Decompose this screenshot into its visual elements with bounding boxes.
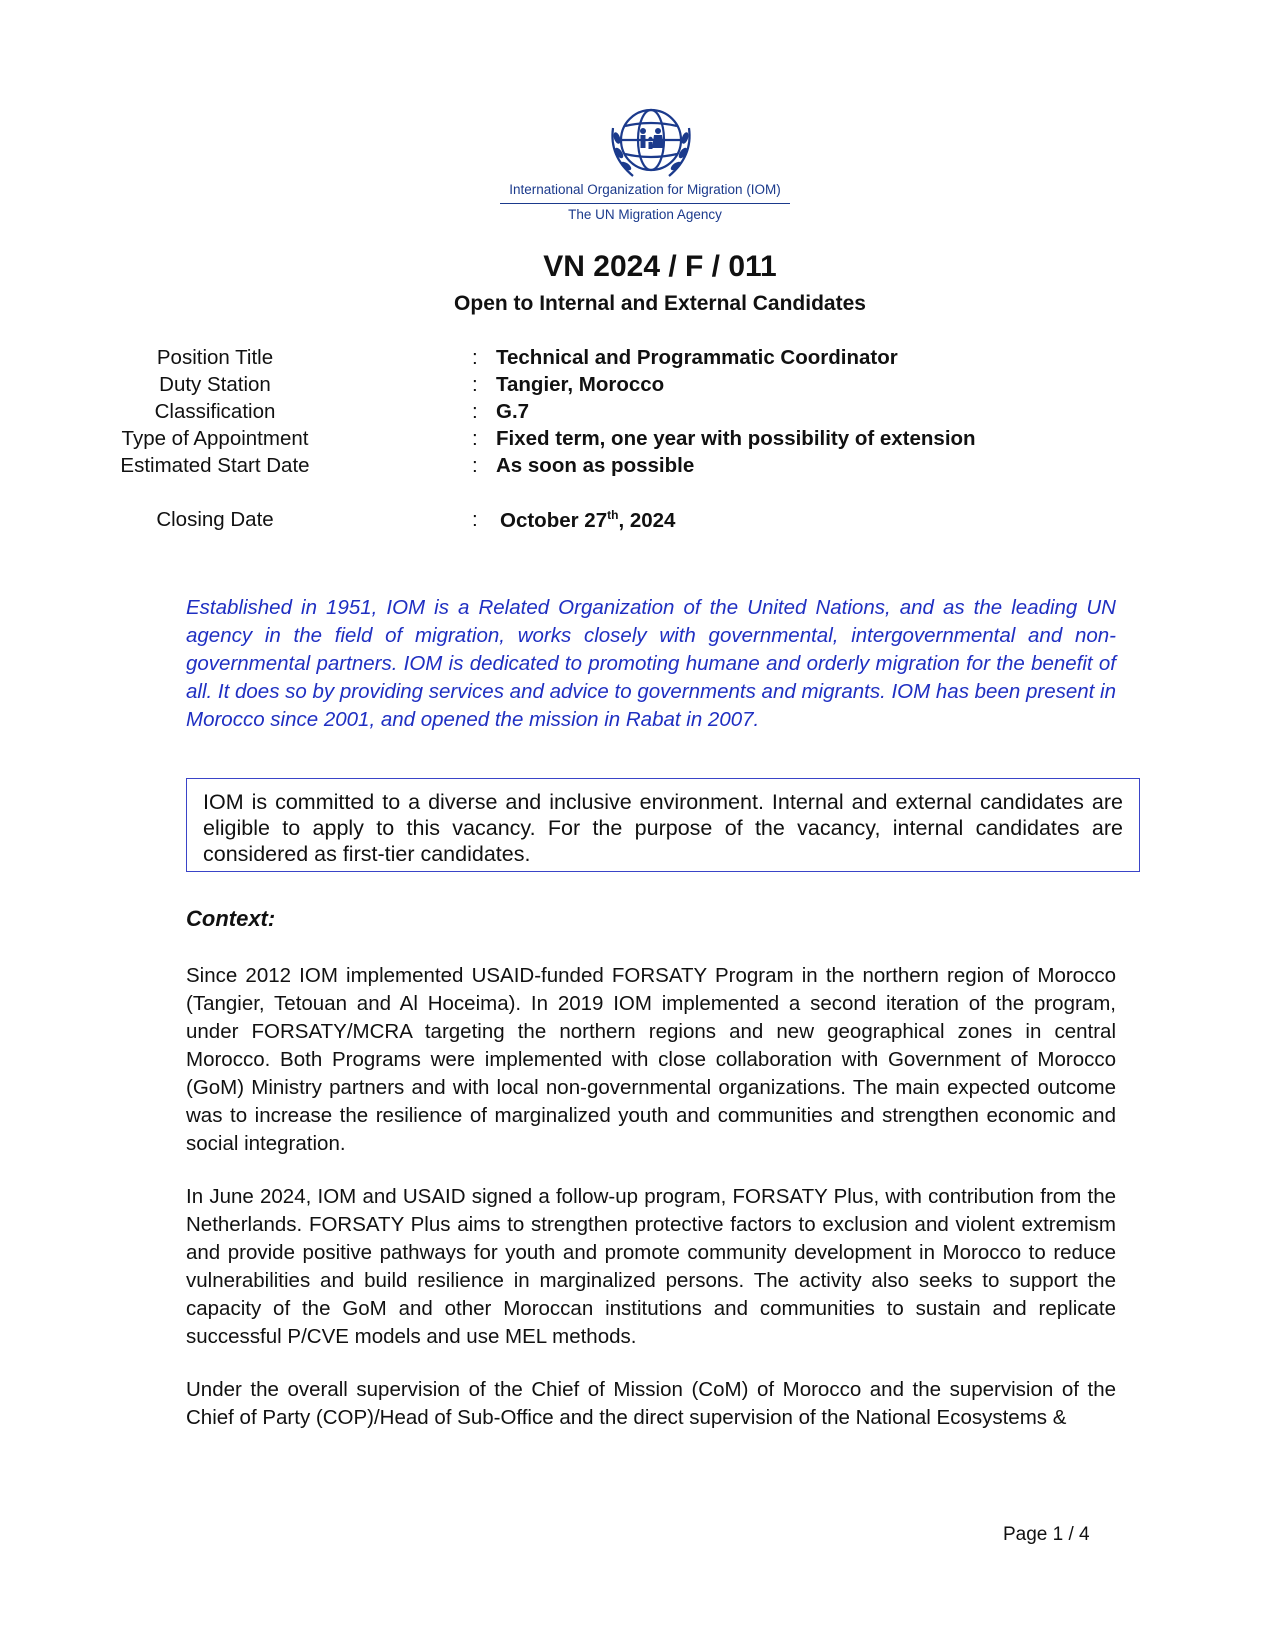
detail-label: Type of Appointment (121, 427, 309, 450)
iom-logo-icon (603, 98, 699, 182)
detail-label: Closing Date (156, 508, 274, 531)
open-to-heading: Open to Internal and External Candidates (454, 292, 866, 315)
context-paragraph: Since 2012 IOM implemented USAID-funded FORSATY Program in the northern region of Morocco (Tangier, Tetouan and Al Hoceima). In 2019 IOM implemented a second iteration of the program, under FORSATY/MCRA targeting the northern regions and new geographical zones in central Morocco. Both Programs were implemented with close collaboration with Government of Morocco (GoM) Ministry partners and with local non-governmental organizations. The main expected outcome was to increase the resilience of marginalized youth and communities and strengthen economic and social integration. (186, 964, 1116, 1155)
detail-separator: : (472, 454, 478, 477)
context-paragraph: In June 2024, IOM and USAID signed a follow-up program, FORSATY Plus, with contribution from the Netherlands. FORSATY Plus aims to strengthen protective factors to exclusion and violent extremism and provide positive pathways for youth and promote community development in Morocco to reduce vulnerabilities and build resilience in marginalized persons. The activity also seeks to support the capacity of the GoM and other Moroccan institutions and communities to sustain and replicate successful P/CVE models and use MEL methods. (186, 1185, 1116, 1348)
detail-separator: : (472, 508, 478, 531)
iom-intro-paragraph: Established in 1951, IOM is a Related Organization of the United Nations, and as the leading UN agency in the field of migration, works closely with governmental, intergovernmental and non-governmental partners. IOM is dedicated to promoting humane and orderly migration for the benefit of all. It does so by providing services and advice to governments and migrants. IOM has been present in Morocco since 2001, and opened the mission in Rabat in 2007. (186, 596, 1116, 731)
closing-date-value (500, 508, 675, 533)
closing-date-suffix: th (607, 508, 619, 522)
detail-separator: : (472, 346, 478, 369)
context-paragraph: Under the overall supervision of the Chief of Mission (CoM) of Morocco and the supervision of the Chief of Party (COP)/Head of Sub-Office and the direct supervision of the National Ecosystems & (186, 1378, 1116, 1429)
detail-value: Fixed term, one year with possibility of extension (496, 427, 976, 450)
org-divider (500, 203, 790, 204)
detail-separator: : (472, 373, 478, 396)
detail-value: Tangier, Morocco (496, 373, 665, 396)
detail-value: G.7 (496, 400, 530, 423)
detail-value: As soon as possible (496, 454, 695, 477)
closing-date-year: , 2024 (618, 508, 676, 532)
detail-label: Position Title (156, 346, 274, 369)
org-name: International Organization for Migration (IOM) (509, 182, 781, 197)
org-tagline: The UN Migration Agency (568, 207, 722, 222)
context-heading: Context: (186, 906, 276, 931)
detail-separator: : (472, 400, 478, 423)
page-number: Page 1 / 4 (1003, 1524, 1090, 1545)
detail-label: Estimated Start Date (120, 454, 310, 477)
diversity-notice-box: IOM is committed to a diverse and inclusive environment. Internal and external candidates are eligible to apply to this vacancy. For the purpose of the vacancy, internal candidates are considered as first-tier candidates. (186, 778, 1140, 872)
detail-label: Duty Station (159, 373, 271, 396)
closing-date-day: October 27 (500, 508, 608, 532)
detail-label: Classification (154, 400, 276, 423)
vacancy-number: VN 2024 / F / 011 (543, 250, 777, 283)
detail-separator: : (472, 427, 478, 450)
detail-value: Technical and Programmatic Coordinator (496, 346, 898, 369)
